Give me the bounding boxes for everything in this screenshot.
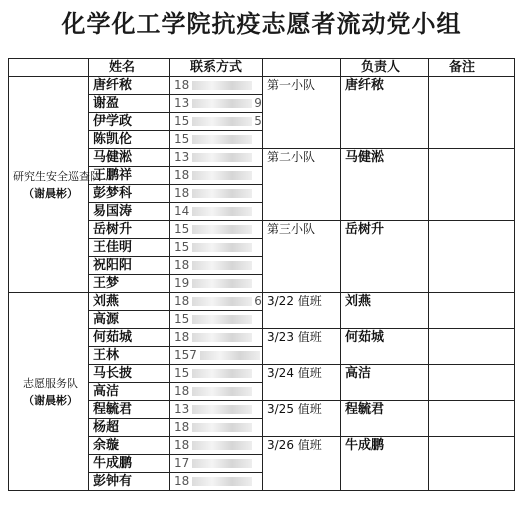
member-name: 伊学政 — [89, 113, 170, 131]
team-lead: （谢晨彬） — [23, 393, 78, 407]
phone-prefix: 17 — [174, 456, 190, 470]
responsible-cell: 高洁 — [341, 365, 429, 401]
roster-table — [8, 58, 515, 491]
member-phone — [170, 311, 263, 329]
phone-redaction — [192, 99, 252, 108]
phone-prefix: 19 — [174, 276, 190, 290]
member-phone — [170, 185, 263, 203]
member-phone — [170, 149, 263, 167]
phone-prefix: 15 — [174, 222, 190, 236]
member-phone — [170, 383, 263, 401]
header-row — [9, 59, 515, 77]
member-phone — [170, 95, 263, 113]
member-name: 祝阳阳 — [89, 257, 170, 275]
member-name: 程毓君 — [89, 401, 170, 419]
member-name: 易国涛 — [89, 203, 170, 221]
phone-redaction — [192, 405, 252, 414]
phone-redaction — [192, 225, 252, 234]
member-name: 马健淞 — [89, 149, 170, 167]
phone-redaction — [192, 297, 252, 306]
remarks-cell — [429, 149, 515, 221]
member-phone — [170, 131, 263, 149]
phone-prefix: 18 — [174, 258, 190, 272]
duty-cell: 3/22 值班 — [263, 293, 341, 329]
phone-prefix: 18 — [174, 330, 190, 344]
member-name: 马长披 — [89, 365, 170, 383]
member-phone — [170, 329, 263, 347]
phone-redaction — [192, 171, 252, 180]
duty-cell: 3/23 值班 — [263, 329, 341, 365]
member-name: 高洁 — [89, 383, 170, 401]
phone-prefix: 15 — [174, 132, 190, 146]
duty-cell: 第三小队 — [263, 221, 341, 293]
member-name: 陈凯伦 — [89, 131, 170, 149]
member-phone — [170, 473, 263, 491]
team-cell — [9, 77, 101, 293]
phone-prefix: 14 — [174, 204, 190, 218]
phone-redaction — [192, 153, 252, 162]
phone-prefix: 15 — [174, 114, 190, 128]
responsible-cell: 岳树升 — [341, 221, 429, 293]
duty-cell: 第一小队 — [263, 77, 341, 149]
phone-redaction — [192, 423, 252, 432]
responsible-cell: 唐纤秾 — [341, 77, 429, 149]
member-name: 彭钟有 — [89, 473, 170, 491]
remarks-cell — [429, 329, 515, 365]
team-lead: （谢晨彬） — [23, 186, 78, 200]
page-title: 化学化工学院抗疫志愿者流动党小组 — [61, 9, 462, 38]
phone-redaction — [192, 207, 252, 216]
remarks-cell — [429, 401, 515, 437]
header-duty — [263, 59, 341, 77]
member-name: 王梦 — [89, 275, 170, 293]
phone-suffix: 5 — [254, 114, 262, 128]
header-remarks: 备注 — [429, 59, 515, 77]
phone-redaction — [192, 279, 252, 288]
phone-redaction — [192, 459, 252, 468]
responsible-cell: 程毓君 — [341, 401, 429, 437]
member-name: 何茹城 — [89, 329, 170, 347]
phone-prefix: 18 — [174, 420, 190, 434]
phone-redaction — [192, 441, 252, 450]
remarks-cell — [429, 293, 515, 329]
responsible-cell: 何茹城 — [341, 329, 429, 365]
remarks-cell — [429, 77, 515, 149]
phone-prefix: 18 — [174, 168, 190, 182]
member-name: 高源 — [89, 311, 170, 329]
duty-cell: 3/25 值班 — [263, 401, 341, 437]
member-name: 王鹏祥 — [89, 167, 170, 185]
roster-body — [9, 77, 515, 491]
member-phone — [170, 401, 263, 419]
responsible-cell: 刘燕 — [341, 293, 429, 329]
header-contact: 联系方式 — [170, 59, 263, 77]
member-name: 唐纤秾 — [89, 77, 170, 95]
phone-redaction — [192, 369, 252, 378]
phone-prefix: 13 — [174, 96, 190, 110]
phone-prefix: 157 — [174, 348, 197, 362]
member-phone — [170, 203, 263, 221]
remarks-cell — [429, 437, 515, 491]
phone-prefix: 15 — [174, 312, 190, 326]
member-phone — [170, 221, 263, 239]
header-responsible: 负责人 — [341, 59, 429, 77]
header-name: 姓名 — [89, 59, 170, 77]
phone-prefix: 15 — [174, 366, 190, 380]
member-name: 谢盈 — [89, 95, 170, 113]
member-phone — [170, 419, 263, 437]
member-phone — [170, 113, 263, 131]
team-cell — [9, 293, 89, 491]
member-phone — [170, 293, 263, 311]
phone-prefix: 18 — [174, 474, 190, 488]
member-phone — [170, 257, 263, 275]
member-name: 王佳明 — [89, 239, 170, 257]
team-name: 研究生安全巡查队 — [13, 169, 101, 183]
responsible-cell: 牛成鹏 — [341, 437, 429, 491]
member-name: 彭梦科 — [89, 185, 170, 203]
phone-redaction — [192, 477, 252, 486]
table-row — [9, 293, 515, 311]
phone-prefix: 15 — [174, 240, 190, 254]
responsible-cell: 马健淞 — [341, 149, 429, 221]
phone-redaction — [192, 135, 252, 144]
duty-cell: 3/24 值班 — [263, 365, 341, 401]
phone-prefix: 18 — [174, 186, 190, 200]
phone-redaction — [192, 117, 252, 126]
header-team — [9, 59, 89, 77]
member-name: 余璇 — [89, 437, 170, 455]
phone-prefix: 13 — [174, 402, 190, 416]
remarks-cell — [429, 221, 515, 293]
member-name: 杨超 — [89, 419, 170, 437]
phone-redaction — [192, 387, 252, 396]
phone-redaction — [192, 315, 252, 324]
phone-prefix: 18 — [174, 294, 190, 308]
team-name: 志愿服务队 — [23, 376, 78, 390]
remarks-cell — [429, 365, 515, 401]
phone-redaction — [192, 243, 252, 252]
member-name: 岳树升 — [89, 221, 170, 239]
member-phone — [170, 347, 263, 365]
member-phone — [170, 77, 263, 95]
member-phone — [170, 437, 263, 455]
member-name: 刘燕 — [89, 293, 170, 311]
phone-prefix: 18 — [174, 384, 190, 398]
phone-redaction — [192, 81, 252, 90]
duty-cell: 第二小队 — [263, 149, 341, 221]
member-name: 牛成鹏 — [89, 455, 170, 473]
table-row — [9, 77, 515, 95]
member-phone — [170, 455, 263, 473]
member-phone — [170, 365, 263, 383]
phone-suffix: 9 — [254, 96, 262, 110]
member-phone — [170, 275, 263, 293]
phone-prefix: 18 — [174, 78, 190, 92]
phone-prefix: 13 — [174, 150, 190, 164]
member-name: 王林 — [89, 347, 170, 365]
phone-redaction — [200, 351, 260, 360]
phone-prefix: 18 — [174, 438, 190, 452]
phone-redaction — [192, 261, 252, 270]
member-phone — [170, 239, 263, 257]
phone-redaction — [192, 333, 252, 342]
phone-redaction — [192, 189, 252, 198]
member-phone — [170, 167, 263, 185]
phone-suffix: 6 — [254, 294, 262, 308]
duty-cell: 3/26 值班 — [263, 437, 341, 491]
